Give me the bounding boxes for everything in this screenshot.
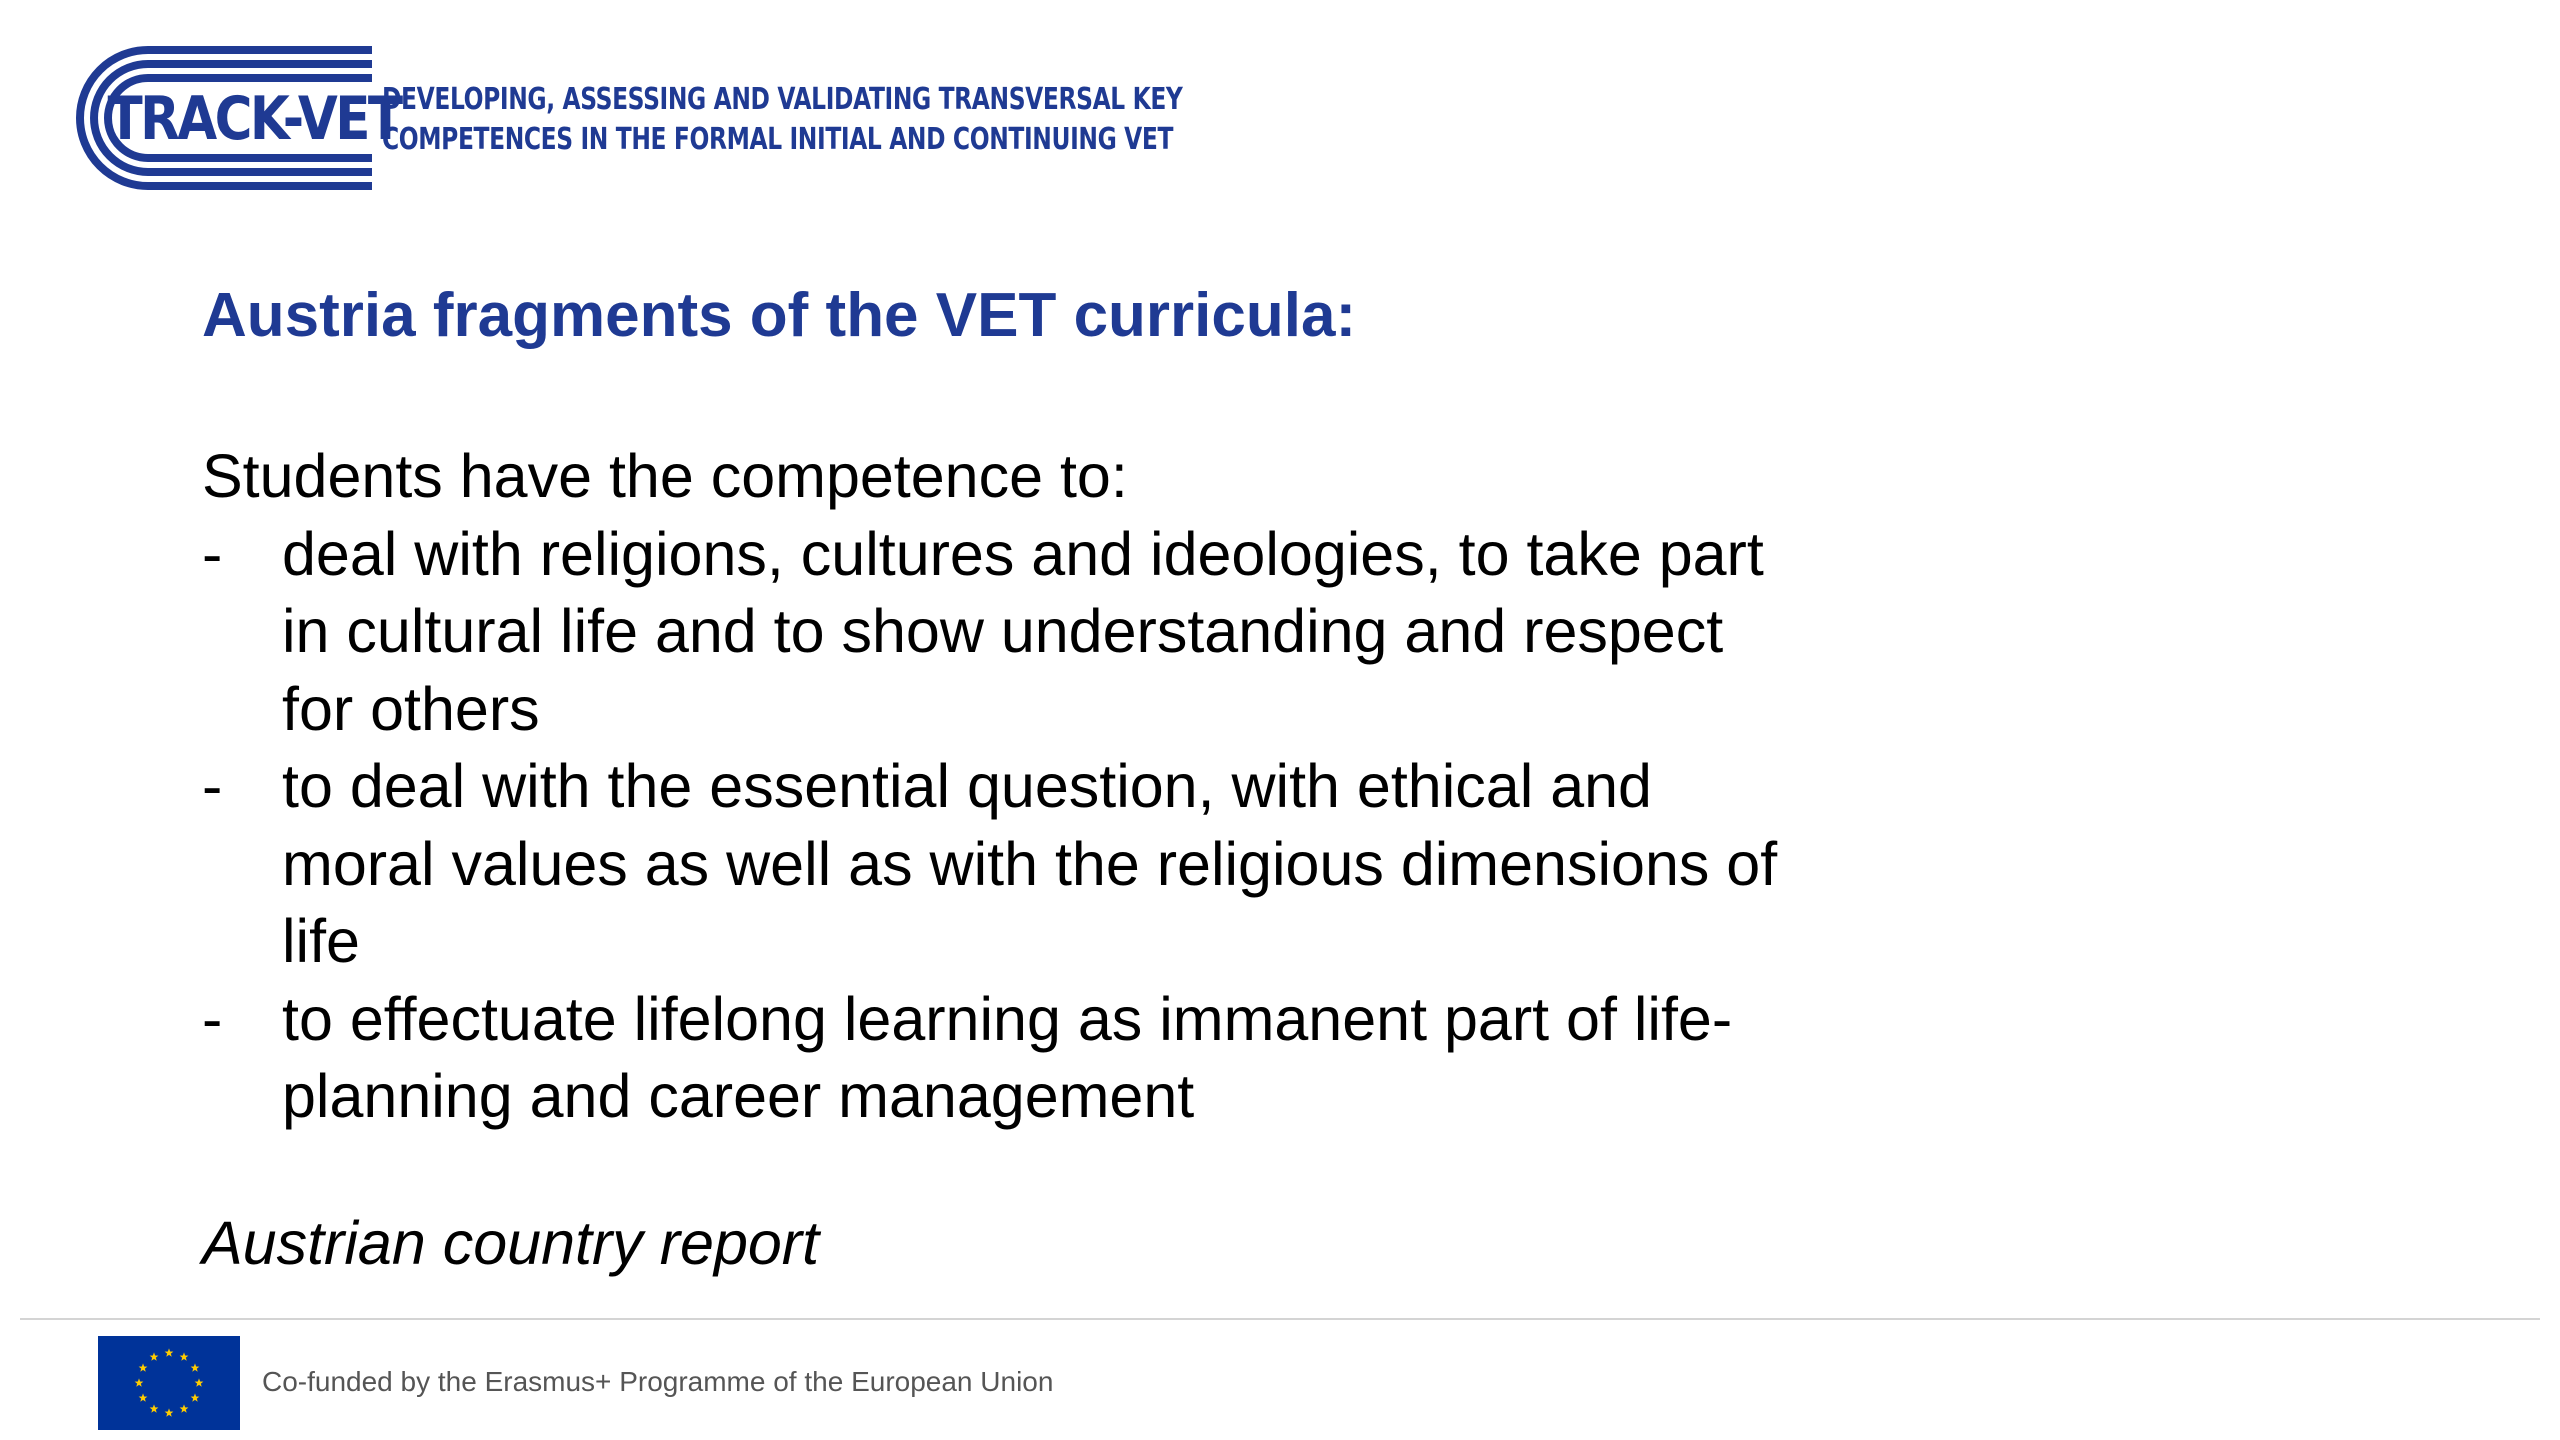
eu-star-icon [150,1352,159,1360]
eu-star-icon [139,1393,148,1401]
list-item-line: for others [282,674,540,743]
eu-stars [98,1336,240,1430]
list-marker: - [202,519,223,588]
list-item-line: to deal with the essential question, with ethical and [282,752,1652,820]
eu-star-icon [195,1378,204,1386]
eu-star-icon [191,1393,200,1401]
slide-body [202,438,1882,1136]
slide-title: Austria fragments of the VET curricula: [202,281,1357,350]
list-item-line: in cultural life and to show understanding and respect [282,597,1724,665]
track-vet-logo [76,46,401,190]
eu-star-icon [135,1378,144,1386]
cofunded-text: Co-funded by the Erasmus+ Programme of the European Union [262,1366,1054,1397]
list-item-line: planning and career management [282,1062,1195,1130]
list-item-line: life [282,907,360,975]
tagline-line-1: DEVELOPING, ASSESSING AND VALIDATING TRANSVERSAL KEY [382,82,1183,117]
list-item-line: to effectuate lifelong learning as immanent part of life- [282,984,1733,1053]
eu-star-icon [165,1348,174,1356]
list-item [202,981,1882,1136]
eu-star-icon [180,1404,189,1412]
tagline-line-2: COMPETENCES IN THE FORMAL INITIAL AND CONTINUING VET [382,122,1174,157]
eu-star-icon [191,1363,200,1371]
intro-text: Students have the competence to: [202,442,1128,510]
competence-list [202,516,1882,1136]
list-marker: - [202,984,223,1053]
list-item [202,516,1882,749]
project-tagline [382,80,1182,160]
list-marker: - [202,752,223,820]
eu-star-icon [139,1363,148,1371]
footer-divider [20,1318,2540,1320]
list-item-line: moral values as well as with the religious dimensions of [282,829,1778,898]
eu-flag-icon [98,1336,240,1430]
source-citation: Austrian country report [202,1209,820,1277]
eu-star-icon [180,1352,189,1360]
list-item [202,748,1882,981]
eu-star-icon [150,1404,159,1412]
eu-star-icon [165,1408,174,1416]
logo-text: TRACK-VET [107,84,401,154]
list-item-line: deal with religions, cultures and ideologies, to take part [282,519,1764,588]
